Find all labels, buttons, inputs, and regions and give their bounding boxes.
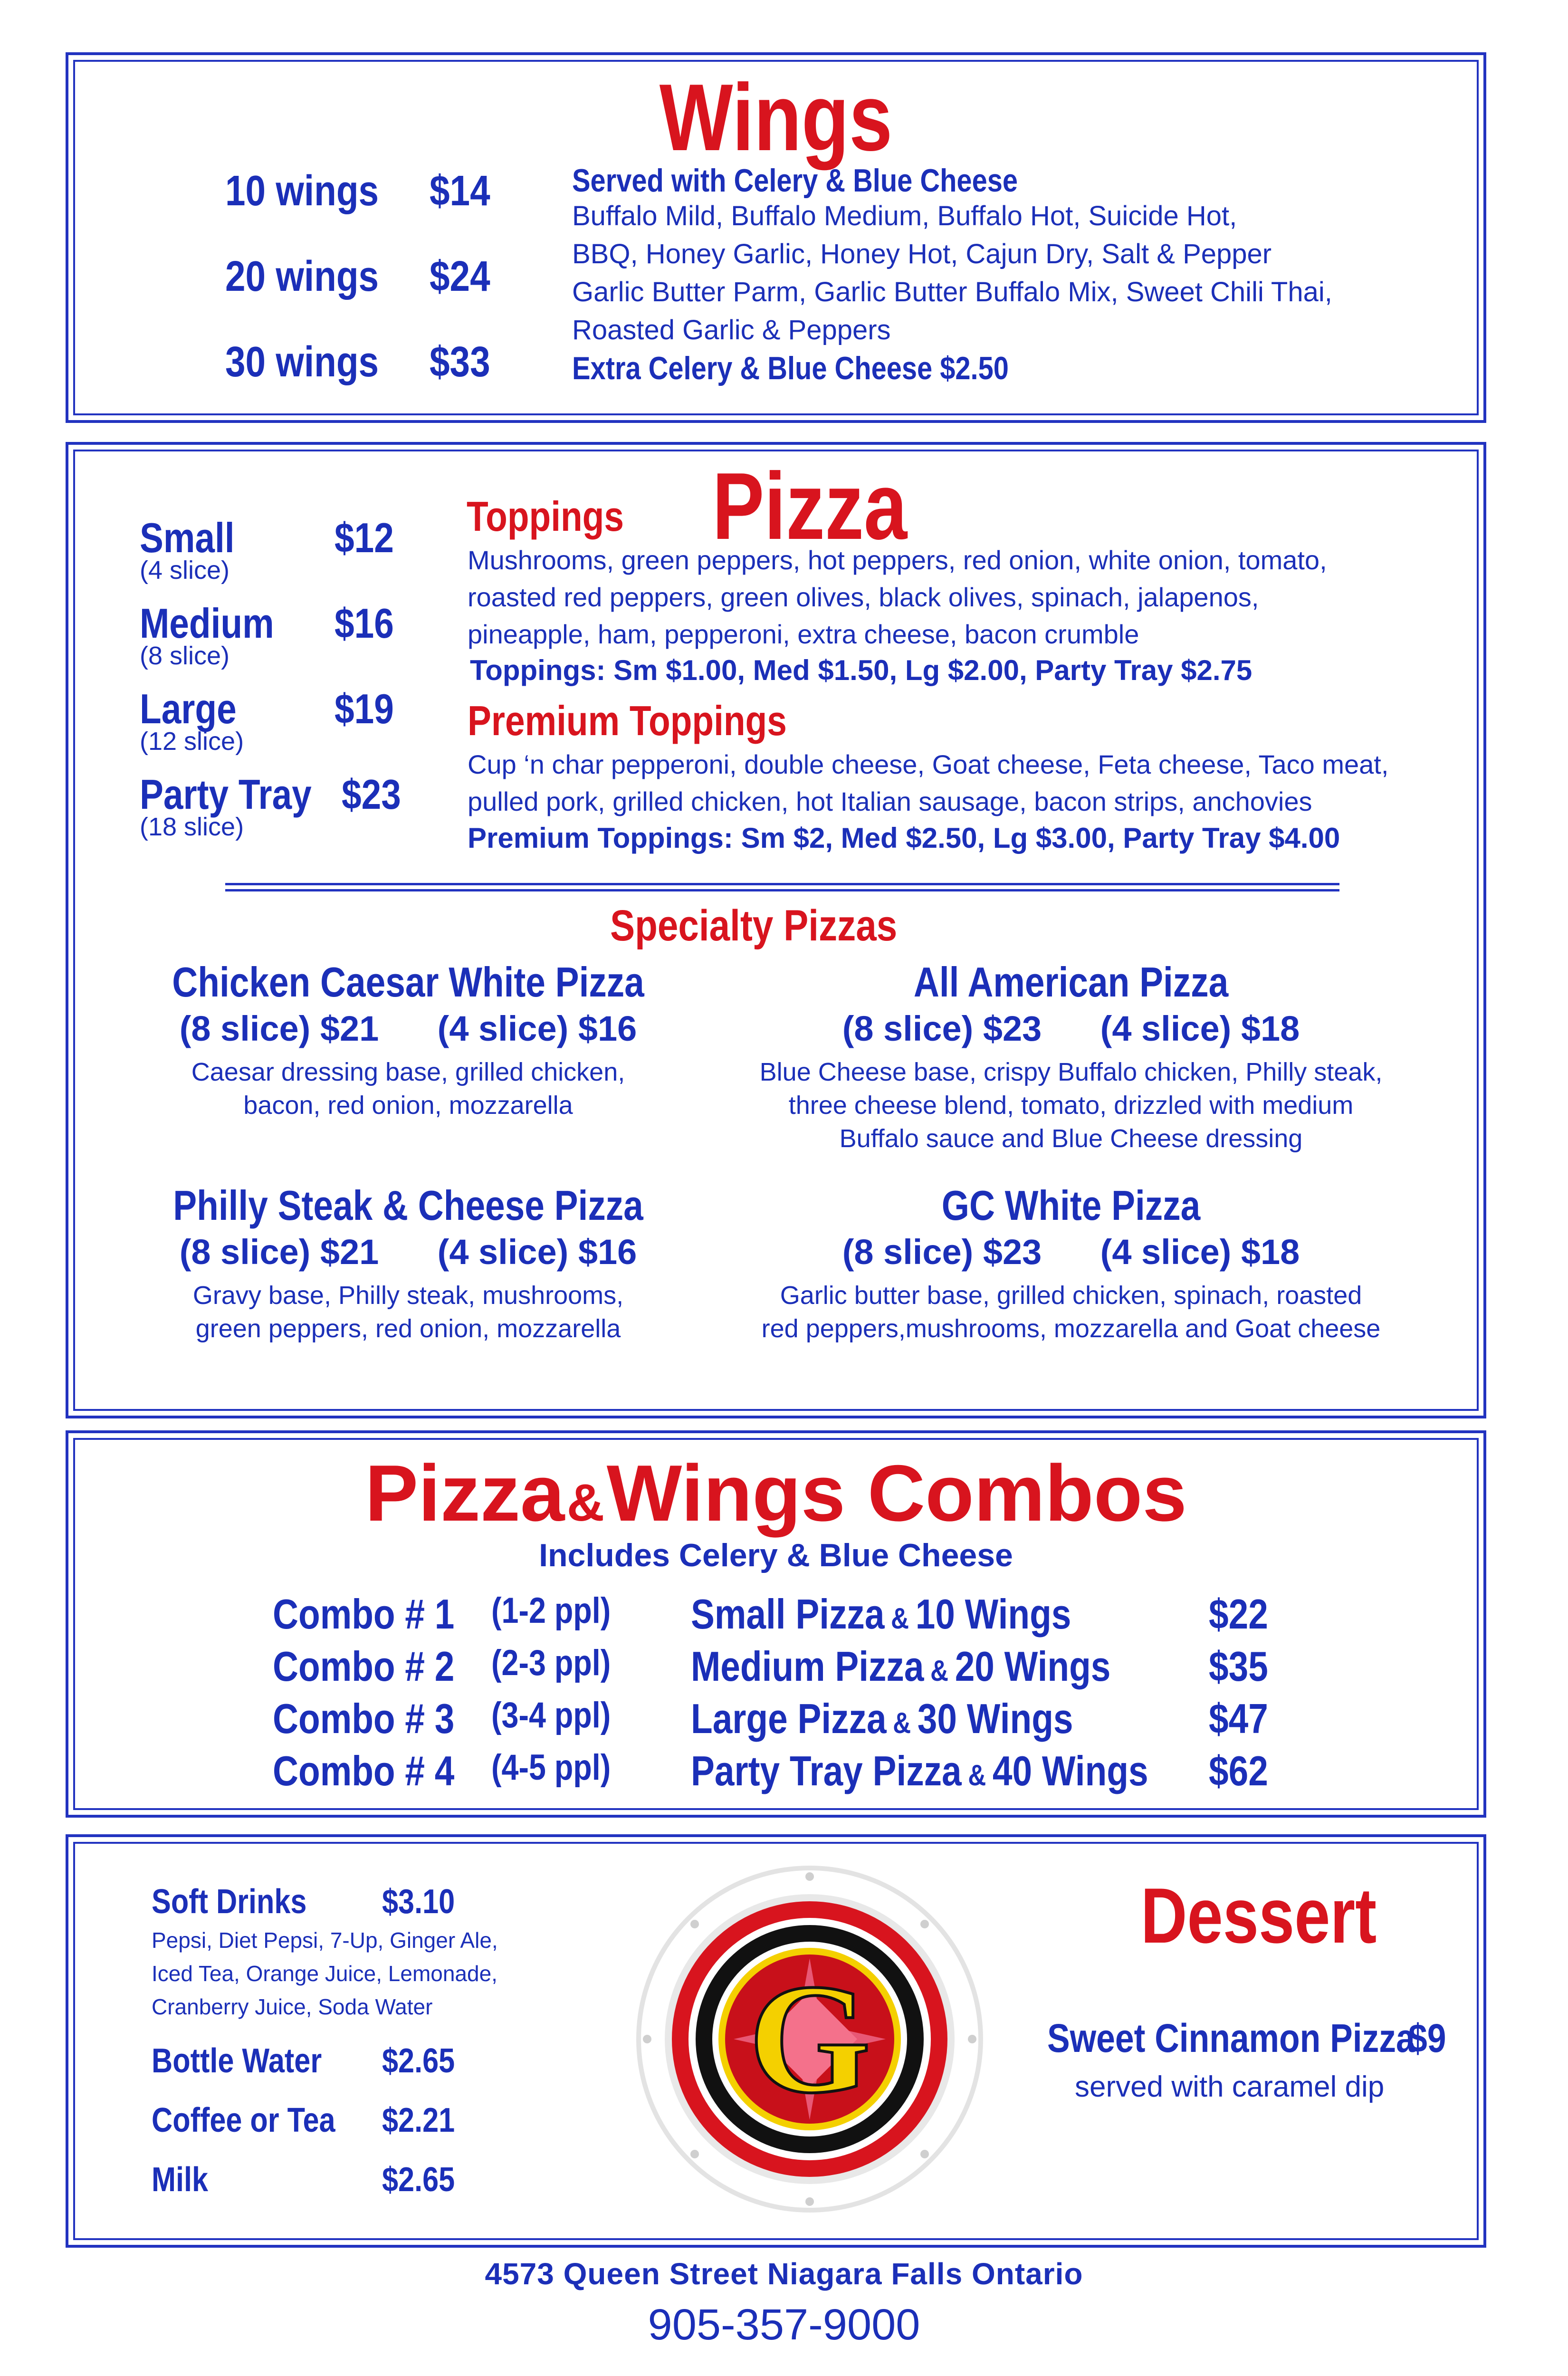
combo-name: Combo # 3 bbox=[273, 1695, 455, 1742]
combo-price: $47 bbox=[1209, 1695, 1268, 1742]
wings-flavour-line-3: Garlic Butter Parm, Garlic Butter Buffalo Mix, Sweet Chili Thai, bbox=[572, 277, 1332, 307]
size-medium-price: $16 bbox=[335, 600, 394, 647]
premium-line-2: pulled pork, grilled chicken, hot Italian sausage, bacon strips, anchovies bbox=[468, 786, 1312, 816]
specialty-col-left-2 bbox=[97, 1181, 719, 1343]
premium-line-1: Cup ‘n char pepperoni, double cheese, Goat cheese, Feta cheese, Taco meat, bbox=[468, 749, 1389, 779]
toppings-heading: Toppings bbox=[467, 493, 624, 540]
milk-price: $2.65 bbox=[382, 2161, 455, 2199]
combo-wings-text: 20 Wings bbox=[955, 1643, 1111, 1690]
coffee-tea-label: Coffee or Tea bbox=[152, 2101, 335, 2139]
pizza-title bbox=[691, 453, 908, 559]
specialty-prices-chicken-caesar: (8 slice) $21 (4 slice) $16 bbox=[179, 1009, 637, 1048]
combo-wings-text: 30 Wings bbox=[917, 1695, 1073, 1742]
g-logo-letter: G bbox=[748, 1952, 871, 2126]
dessert-note: served with caramel dip bbox=[1075, 2070, 1385, 2103]
combos-title-amp: & bbox=[566, 1474, 605, 1532]
soft-drinks-price: $3.10 bbox=[382, 1883, 455, 1921]
divider-line bbox=[225, 883, 1339, 891]
size-small-label: Small bbox=[140, 514, 235, 561]
combo-pizza-text: Party Tray Pizza bbox=[691, 1747, 962, 1794]
dessert-item: Sweet Cinnamon Pizza bbox=[1047, 2016, 1415, 2060]
specialty-desc-chicken-caesar-2: bacon, red onion, mozzarella bbox=[243, 1091, 573, 1120]
combos-section bbox=[66, 1430, 1486, 1818]
combo-wings-text: 40 Wings bbox=[992, 1747, 1148, 1794]
combo-pizza bbox=[691, 1590, 1071, 1638]
specialty-heading: Specialty Pizzas bbox=[610, 901, 898, 950]
wings-extra: Extra Celery & Blue Cheese $2.50 bbox=[572, 350, 1009, 386]
dessert-title: Dessert bbox=[1140, 1872, 1377, 1959]
specialty-name-philly: Philly Steak & Cheese Pizza bbox=[173, 1182, 643, 1229]
combos-subtitle: Includes Celery & Blue Cheese bbox=[539, 1537, 1013, 1573]
specialty-prices-gc-white: (8 slice) $23 (4 slice) $18 bbox=[842, 1232, 1300, 1272]
footer-phone: 905-357-9000 bbox=[648, 2300, 920, 2349]
coffee-tea-price: $2.21 bbox=[382, 2101, 455, 2139]
combo-people: (2-3 ppl) bbox=[491, 1643, 611, 1683]
wings-price-label-3: 30 wings bbox=[225, 338, 379, 386]
bottle-water-label: Bottle Water bbox=[152, 2042, 322, 2080]
bottle-water-price: $2.65 bbox=[382, 2042, 455, 2080]
specialty-name-gc-white: GC White Pizza bbox=[941, 1182, 1201, 1229]
premium-prices: Premium Toppings: Sm $2, Med $2.50, Lg $3.00, Party Tray $4.00 bbox=[468, 822, 1340, 854]
wings-price-1: $14 bbox=[430, 167, 490, 215]
wings-flavour-line-1: Buffalo Mild, Buffalo Medium, Buffalo Hot, Suicide Hot, bbox=[572, 201, 1237, 231]
pizza-section bbox=[66, 442, 1486, 1418]
wings-flavour-line-2: BBQ, Honey Garlic, Honey Hot, Cajun Dry, Salt & Pepper bbox=[572, 239, 1272, 269]
combo-pizza-text: Large Pizza bbox=[691, 1695, 887, 1742]
combo-price: $35 bbox=[1209, 1643, 1268, 1690]
soft-drinks-list-2: Iced Tea, Orange Juice, Lemonade, bbox=[152, 1961, 497, 1986]
milk-label: Milk bbox=[152, 2161, 209, 2199]
specialty-desc-all-american-3: Buffalo sauce and Blue Cheese dressing bbox=[839, 1124, 1303, 1153]
combo-people: (4-5 ppl) bbox=[491, 1747, 611, 1788]
combo-people: (3-4 ppl) bbox=[491, 1695, 611, 1735]
size-large-slices: (12 slice) bbox=[140, 727, 244, 756]
combo-people: (1-2 ppl) bbox=[491, 1590, 611, 1631]
soft-drinks-label: Soft Drinks bbox=[152, 1883, 307, 1921]
specialty-col-right bbox=[700, 958, 1442, 1153]
combo-pizza bbox=[691, 1695, 1073, 1743]
specialty-col-left bbox=[97, 958, 719, 1120]
specialty-desc-chicken-caesar-1: Caesar dressing base, grilled chicken, bbox=[191, 1058, 625, 1086]
toppings-line-3: pineapple, ham, pepperoni, extra cheese, bacon crumble bbox=[468, 619, 1139, 649]
combos-title-b: Wings Combos bbox=[606, 1448, 1187, 1538]
size-small-price: $12 bbox=[335, 514, 394, 561]
specialty-desc-all-american-2: three cheese blend, tomato, drizzled with medium bbox=[788, 1091, 1354, 1120]
size-party-slices: (18 slice) bbox=[140, 813, 244, 841]
specialty-desc-gc-white-2: red peppers,mushrooms, mozzarella and Goat cheese bbox=[761, 1314, 1381, 1343]
specialty-desc-philly-2: green peppers, red onion, mozzarella bbox=[195, 1314, 621, 1343]
combo-pizza bbox=[691, 1642, 1110, 1691]
combos-title-a: Pizza bbox=[365, 1448, 565, 1538]
wings-flavour-line-4: Roasted Garlic & Peppers bbox=[572, 315, 891, 345]
size-medium-label: Medium bbox=[140, 600, 274, 647]
wings-title: Wings bbox=[659, 65, 893, 171]
premium-toppings-heading: Premium Toppings bbox=[468, 697, 787, 744]
combo-pizza bbox=[691, 1747, 1148, 1795]
soft-drinks-list-3: Cranberry Juice, Soda Water bbox=[152, 1994, 433, 2019]
size-party-price: $23 bbox=[342, 771, 401, 818]
specialty-desc-philly-1: Gravy base, Philly steak, mushrooms, bbox=[192, 1281, 624, 1310]
wings-section bbox=[66, 52, 1486, 423]
specialty-prices-philly: (8 slice) $21 (4 slice) $16 bbox=[179, 1232, 637, 1272]
combo-wings-text: 10 Wings bbox=[915, 1590, 1071, 1638]
combo-ampersand: & bbox=[968, 1759, 986, 1792]
wings-price-label-1: 10 wings bbox=[225, 167, 379, 215]
combos-title bbox=[68, 1447, 1483, 1539]
pizza-title-text: Pizza bbox=[712, 453, 908, 559]
drinks-dessert-section bbox=[66, 1834, 1486, 2248]
combo-ampersand: & bbox=[891, 1602, 909, 1635]
combo-name: Combo # 1 bbox=[273, 1590, 455, 1638]
combo-pizza-text: Medium Pizza bbox=[691, 1643, 924, 1690]
combo-price: $22 bbox=[1209, 1590, 1268, 1638]
toppings-line-2: roasted red peppers, green olives, black olives, spinach, jalapenos, bbox=[468, 582, 1259, 612]
footer-address: 4573 Queen Street Niagara Falls Ontario bbox=[485, 2257, 1083, 2291]
combo-name: Combo # 2 bbox=[273, 1643, 455, 1690]
toppings-line-1: Mushrooms, green peppers, hot peppers, red onion, white onion, tomato, bbox=[468, 545, 1327, 575]
specialty-name-chicken-caesar: Chicken Caesar White Pizza bbox=[172, 958, 644, 1006]
toppings-prices: Toppings: Sm $1.00, Med $1.50, Lg $2.00, Party Tray $2.75 bbox=[470, 654, 1252, 686]
size-large-label: Large bbox=[140, 685, 237, 732]
combo-ampersand: & bbox=[930, 1655, 949, 1687]
dessert-price: $9 bbox=[1408, 2016, 1446, 2060]
combo-pizza-text: Small Pizza bbox=[691, 1590, 885, 1638]
specialty-name-all-american: All American Pizza bbox=[913, 958, 1229, 1006]
combo-price: $62 bbox=[1209, 1747, 1268, 1794]
soft-drinks-list-1: Pepsi, Diet Pepsi, 7-Up, Ginger Ale, bbox=[152, 1928, 498, 1953]
g-logo-icon bbox=[629, 1849, 990, 2229]
specialty-desc-all-american-1: Blue Cheese base, crispy Buffalo chicken, Philly steak, bbox=[759, 1058, 1383, 1086]
size-large-price: $19 bbox=[335, 685, 394, 732]
size-small-slices: (4 slice) bbox=[140, 556, 230, 584]
size-medium-slices: (8 slice) bbox=[140, 642, 230, 670]
wings-price-2: $24 bbox=[430, 253, 490, 300]
combo-ampersand: & bbox=[893, 1707, 911, 1740]
wings-price-3: $33 bbox=[430, 338, 490, 386]
specialty-prices-all-american: (8 slice) $23 (4 slice) $18 bbox=[842, 1009, 1300, 1048]
specialty-col-right-2 bbox=[700, 1181, 1442, 1343]
size-party-label: Party Tray bbox=[140, 771, 312, 818]
wings-price-label-2: 20 wings bbox=[225, 253, 379, 300]
wings-served-with: Served with Celery & Blue Cheese bbox=[572, 163, 1018, 199]
specialty-desc-gc-white-1: Garlic butter base, grilled chicken, spinach, roasted bbox=[780, 1281, 1362, 1310]
combo-name: Combo # 4 bbox=[273, 1747, 455, 1794]
